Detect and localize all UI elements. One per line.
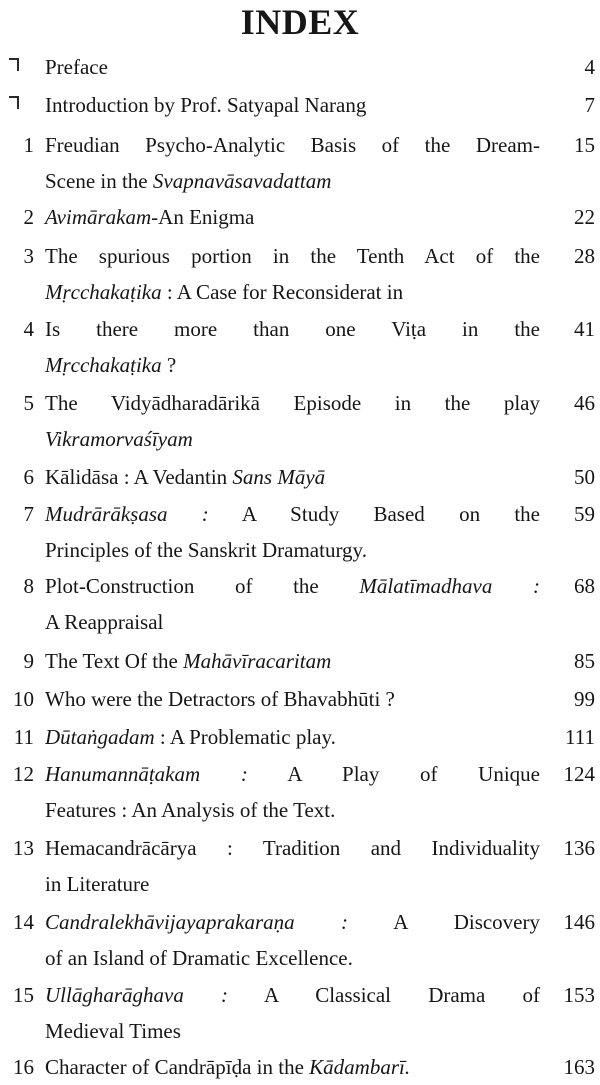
title-segment: ? <box>161 353 177 377</box>
bracket-bullet-icon <box>9 58 19 71</box>
entry-title-line <box>45 792 540 828</box>
entry-title-line <box>45 421 540 457</box>
page-number: 68 <box>574 574 595 598</box>
page-number: 28 <box>574 244 595 268</box>
entry-title <box>45 681 540 717</box>
entry-title <box>45 496 540 568</box>
italic-title-segment: Mālatīmadhava : <box>359 574 540 598</box>
title-segment: The Text Of the <box>45 649 184 673</box>
italic-title-segment: Avimārakam <box>45 205 152 229</box>
entry-title <box>45 756 540 828</box>
page-number: 22 <box>574 205 595 229</box>
title-segment: -An Enigma <box>151 205 255 229</box>
page-number: 46 <box>574 391 595 415</box>
italic-title-segment: Vikramorvaśīyam <box>45 427 193 451</box>
entry-title <box>45 127 540 199</box>
entry-title-line <box>45 163 540 199</box>
page-number: 99 <box>574 687 595 711</box>
page-number: 124 <box>563 762 595 786</box>
entry-title-line <box>45 866 540 902</box>
title-segment: A Play of Unique <box>247 762 540 786</box>
title-segment: Introduction by Prof. Satyapal Narang <box>45 93 367 117</box>
entry-title-line <box>45 604 540 640</box>
title-segment: Hemacandrācārya : Tradition and Individuality <box>45 836 540 860</box>
title-segment: : A Case for Reconsiderat in <box>161 280 404 304</box>
italic-title-segment: Ullāgharāghava : <box>45 983 228 1007</box>
page-number: 146 <box>563 910 595 934</box>
entry-title <box>45 830 540 902</box>
italic-title-segment: Hanumannāṭakam : <box>45 762 248 786</box>
entry-number: 9 <box>23 649 34 673</box>
entry-title-line <box>45 199 540 235</box>
entry-title <box>45 199 540 235</box>
entry-title-line <box>45 87 540 123</box>
entry-title <box>45 385 540 457</box>
entry-title-line <box>45 1013 540 1049</box>
page-number: 163 <box>563 1055 595 1079</box>
entry-title <box>45 87 540 123</box>
italic-title-segment: Dūtaṅgadam <box>45 725 155 749</box>
title-segment: Preface <box>45 55 108 79</box>
title-segment: A Reappraisal <box>45 610 164 634</box>
entry-title-line <box>45 311 540 347</box>
entry-title-line <box>45 238 540 274</box>
title-segment: A Classical Drama of <box>228 983 540 1007</box>
title-segment: in Literature <box>45 872 150 896</box>
entry-title <box>45 719 540 755</box>
italic-title-segment: Mṛcchakaṭika <box>45 280 162 304</box>
entry-title-line <box>45 940 540 976</box>
entry-title-line <box>45 756 540 792</box>
page-number: 41 <box>574 317 595 341</box>
entry-title <box>45 643 540 679</box>
italic-title-segment: Sans Māyā <box>232 465 326 489</box>
entry-title-line <box>45 347 540 383</box>
entry-number: 2 <box>23 205 34 229</box>
page-title: INDEX <box>240 2 360 42</box>
entry-title-line <box>45 977 540 1013</box>
entry-title-line <box>45 496 540 532</box>
page-number: 111 <box>565 725 595 749</box>
entry-title <box>45 459 540 495</box>
entry-title-line <box>45 568 540 604</box>
entry-title-line <box>45 127 540 163</box>
title-segment: Scene in the <box>45 169 153 193</box>
entry-number: 3 <box>23 244 34 268</box>
title-segment: Is there more than one Viṭa in the <box>45 317 540 341</box>
entry-title-line <box>45 49 540 85</box>
entry-title <box>45 977 540 1049</box>
italic-title-segment: Svapnavāsavadattam <box>152 169 332 193</box>
title-segment: Character of Candrāpīḍa in the <box>45 1055 310 1079</box>
entry-number: 5 <box>23 391 34 415</box>
entry-title <box>45 238 540 310</box>
page-number: 85 <box>574 649 595 673</box>
entry-title <box>45 1049 540 1085</box>
entry-number: 10 <box>13 687 34 711</box>
entry-title-line <box>45 459 540 495</box>
entry-title-line <box>45 385 540 421</box>
entry-title <box>45 49 540 85</box>
title-segment: A Study Based on the <box>208 502 540 526</box>
entry-number: 14 <box>13 910 34 934</box>
entry-number: 15 <box>13 983 34 1007</box>
page-number: 7 <box>584 93 595 117</box>
entry-title <box>45 311 540 383</box>
entry-number: 16 <box>13 1055 34 1079</box>
entry-number: 8 <box>23 574 34 598</box>
page-number: 136 <box>563 836 595 860</box>
entry-number: 12 <box>13 762 34 786</box>
entry-number: 4 <box>23 317 34 341</box>
entry-title <box>45 568 540 640</box>
entry-number: 7 <box>23 502 34 526</box>
title-segment: Kālidāsa : A Vedantin <box>45 465 233 489</box>
title-segment: Principles of the Sanskrit Dramaturgy. <box>45 538 367 562</box>
title-segment: Freudian Psycho-Analytic Basis of the Dream- <box>45 133 540 157</box>
entry-title-line <box>45 643 540 679</box>
title-segment: Who were the Detractors of Bhavabhūti ? <box>45 687 395 711</box>
title-segment: : A Problematic play. <box>154 725 336 749</box>
entry-number: 11 <box>13 725 34 749</box>
title-segment: of an Island of Dramatic Excellence. <box>45 946 353 970</box>
entry-title-line <box>45 830 540 866</box>
page-number: 153 <box>563 983 595 1007</box>
entry-number: 6 <box>23 465 34 489</box>
entry-title-line <box>45 904 540 940</box>
title-segment: A Discovery <box>348 910 540 934</box>
italic-title-segment: Mahāvīracaritam <box>183 649 332 673</box>
italic-title-segment: Candralekhāvijayaprakaraṇa : <box>45 910 349 934</box>
title-segment: Medieval Times <box>45 1019 181 1043</box>
page-number: 50 <box>574 465 595 489</box>
italic-title-segment: Mṛcchakaṭika <box>45 353 162 377</box>
entry-number: 1 <box>23 133 34 157</box>
entry-title-line <box>45 1049 540 1085</box>
bracket-bullet-icon <box>9 96 19 109</box>
page-number: 4 <box>584 55 595 79</box>
title-segment: The Vidyādharadārikā Episode in the play <box>45 391 540 415</box>
page-number: 15 <box>574 133 595 157</box>
page-number: 59 <box>574 502 595 526</box>
entry-number: 13 <box>13 836 34 860</box>
italic-title-segment: Kādambarī. <box>309 1055 411 1079</box>
entry-title <box>45 904 540 976</box>
title-segment: Plot-Construction of the <box>45 574 360 598</box>
italic-title-segment: Mudrārākṣasa : <box>45 502 209 526</box>
title-segment: The spurious portion in the Tenth Act of the <box>45 244 540 268</box>
title-segment: Features : An Analysis of the Text. <box>45 798 336 822</box>
entry-title-line <box>45 274 540 310</box>
entry-title-line <box>45 681 540 717</box>
entry-title-line <box>45 719 540 755</box>
entry-title-line <box>45 532 540 568</box>
